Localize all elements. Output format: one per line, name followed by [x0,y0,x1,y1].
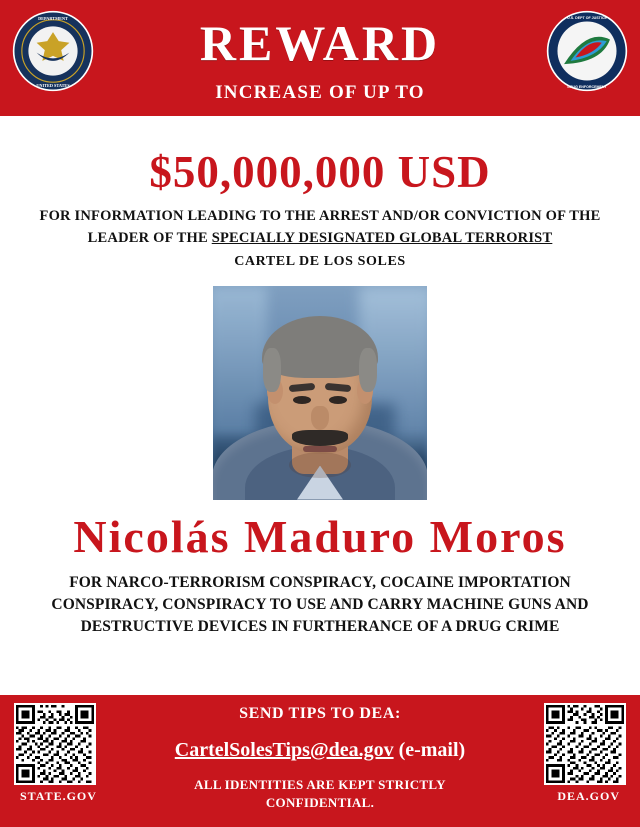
page-title: REWARD [199,15,441,71]
svg-text:DEPARTMENT: DEPARTMENT [38,15,68,21]
poster-footer-banner [0,695,640,827]
subject-photo [213,286,427,500]
tips-email-suffix: (e-mail) [393,739,466,761]
svg-text:U.S. DEPT OF JUSTICE: U.S. DEPT OF JUSTICE [567,16,607,21]
charges-line-2: CONSPIRACY, CONSPIRACY TO USE AND CARRY MACHINE GUNS AND [51,595,589,613]
dea-seal [546,10,628,92]
dea-gov-qr-code[interactable] [544,703,626,785]
lead-line-2-underlined: SPECIALLY DESIGNATED GLOBAL TERRORIST [211,229,553,246]
poster-header-banner [0,0,640,116]
lead-line-1: FOR INFORMATION LEADING TO THE ARREST AND/OR CONVICTION OF THE [39,208,601,224]
subject-photo-illustration [213,286,427,500]
reward-description [30,206,610,272]
dea-gov-qr-label: DEA.GOV [557,789,620,803]
cartel-name: CARTEL DE LOS SOLES [234,253,406,269]
charges-text [30,572,610,639]
poster-body [0,116,640,695]
charges-line-3: DESTRUCTIVE DEVICES IN FURTHERANCE OF A DRUG CRIME [80,618,560,636]
confidentiality-notice [194,776,446,811]
svg-text:DRUG ENFORCEMENT: DRUG ENFORCEMENT [567,84,607,89]
send-tips-label: SEND TIPS TO DEA: [239,705,401,722]
state-gov-qr-code[interactable] [14,703,96,785]
confidential-line-1: ALL IDENTITIES ARE KEPT STRICTLY [194,777,446,792]
header-subtitle: INCREASE OF UP TO [215,82,425,103]
subject-name: Nicolás Maduro Moros [73,510,567,562]
department-of-state-seal [12,10,94,92]
charges-line-1: FOR NARCO-TERRORISM CONSPIRACY, COCAINE IMPORTATION [69,573,571,591]
state-gov-qr-label: STATE.GOV [20,789,97,803]
tips-email-line [175,739,465,762]
reward-amount: $50,000,000 USD [149,147,491,197]
lead-line-2-prefix: LEADER OF THE [87,229,212,246]
tips-email-link[interactable]: CartelSolesTips@dea.gov [174,739,394,761]
svg-text:UNITED STATES: UNITED STATES [36,83,70,89]
confidential-line-2: CONFIDENTIAL. [265,794,375,810]
